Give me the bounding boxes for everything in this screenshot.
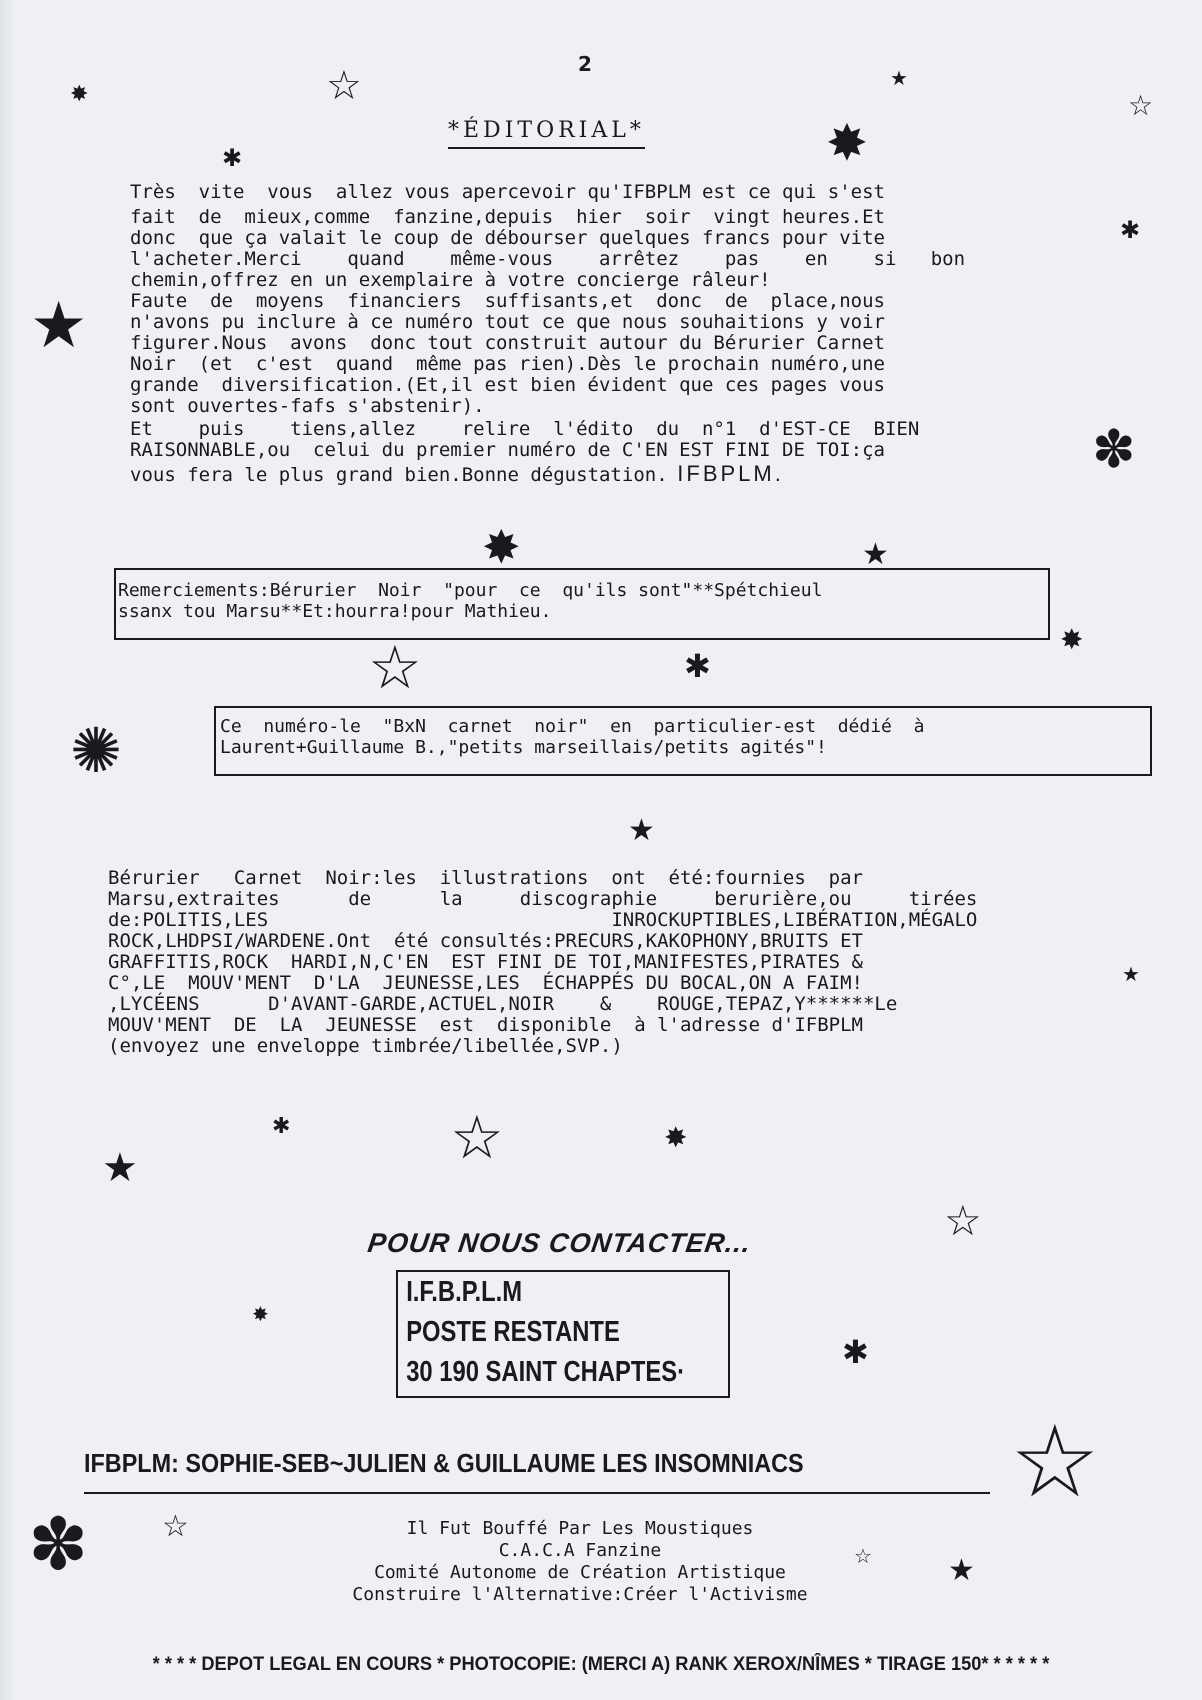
credits-block	[108, 868, 1068, 1057]
footer-line: Construire l'Alternative:Créer l'Activisme	[352, 1584, 808, 1605]
page-edge-shadow	[0, 0, 16, 1700]
editorial-line: vous fera le plus grand bien.Bonne dégustation.	[130, 464, 668, 486]
dedication-line: Ce numéro-le "BxN carnet noir" en particulier-est dédié à	[220, 716, 925, 737]
editorial-last-line	[130, 461, 1070, 487]
footer-block	[200, 1518, 960, 1606]
credits-line: Bérurier Carnet Noir:les illustrations ont été:fournies par	[108, 867, 863, 889]
asterisk-icon: ✱	[1120, 216, 1141, 244]
contact-line: 30 190 SAINT CHAPTES·	[406, 1356, 686, 1388]
asterisk-icon: ✱	[842, 1333, 869, 1371]
footer-line: Il Fut Bouffé Par Les Moustiques	[406, 1518, 754, 1539]
team-underline	[84, 1492, 990, 1494]
outline-star-icon: ☆	[1010, 1403, 1100, 1520]
footer-line: C.A.C.A Fanzine	[498, 1540, 662, 1561]
credits-line: GRAFFITIS,ROCK HARDI,N,C'EN EST FINI DE TOI,MANIFESTES,PIRATES &	[108, 951, 863, 973]
editorial-line: RAISONNABLE,ou celui du premier numéro de C'EN EST FINI DE TOI:ça	[130, 439, 885, 461]
outline-star-icon: ☆	[1128, 89, 1154, 122]
contact-line: POSTE RESTANTE	[406, 1316, 620, 1348]
credits-line: de:POLITIS,LES INROCKUPTIBLES,LIBÉRATION,MÉGALO	[108, 909, 978, 931]
star-icon: ★	[628, 813, 655, 848]
editorial-line: n'avons pu inclure à ce numéro tout ce que nous souhaitions y voir	[130, 311, 885, 333]
star-icon: ★	[30, 289, 88, 363]
star-icon: ★	[1122, 962, 1140, 986]
asterisk-icon: ✸	[1060, 623, 1084, 656]
contact-line: I.F.B.P.L.M	[406, 1276, 523, 1308]
editorial-line: chemin,offrez en un exemplaire à votre concierge râleur!	[130, 269, 771, 291]
outline-star-icon: ☆	[854, 1544, 872, 1568]
outline-star-icon: ☆	[326, 63, 362, 109]
asterisk-icon: ✸	[70, 82, 89, 107]
editorial-signature: IFBPLM.	[677, 461, 784, 486]
outline-star-icon: ☆	[368, 633, 422, 703]
editorial-line: l'acheter.Merci quand même-vous arrêtez pas en si bon	[130, 248, 966, 270]
credits-line: ROCK,LHDPSI/WARDENE.Ont été consultés:PRECURS,KAKOPHONY,BRUITS ET	[108, 930, 863, 952]
asterisk-icon: ✸	[252, 1302, 269, 1326]
flower-asterisk-icon: ✽	[1092, 420, 1136, 480]
asterisk-icon: ✸	[664, 1121, 688, 1154]
asterisk-icon: ✱	[684, 647, 711, 685]
editorial-line: fait de mieux,comme fanzine,depuis hier soir vingt heures.Et	[130, 206, 885, 228]
thanks-box	[114, 568, 1050, 640]
credits-line: MOUV'MENT DE LA JEUNESSE est disponible à l'adresse d'IFBPLM	[108, 1014, 863, 1036]
asterisk-icon: ✱	[272, 1114, 291, 1139]
editorial-body	[130, 182, 1070, 487]
dedication-line: Laurent+Guillaume B.,"petits marseillais/petits agités"!	[220, 737, 827, 758]
editorial-line: sont ouvertes-fafs s'abstenir).	[130, 395, 485, 417]
credits-line: Marsu,extraites de la discographie berurière,ou tirées	[108, 888, 978, 910]
star-icon: ★	[948, 1553, 975, 1588]
credits-line: C°,LE MOUV'MENT D'LA JEUNESSE,LES ÉCHAPPÉS DU BOCAL,ON A FAIM!	[108, 972, 863, 994]
footer-line: Comité Autonome de Création Artistique	[374, 1562, 786, 1583]
credits-line: ,LYCÉENS D'AVANT-GARDE,ACTUEL,NOIR & ROUGE,TEPAZ,Y******Le	[108, 993, 898, 1015]
outline-star-icon: ☆	[944, 1196, 982, 1245]
thanks-line: ssanx tou Marsu**Et:hourra!pour Mathieu.	[118, 601, 552, 622]
star-icon: ★	[862, 537, 889, 572]
thanks-line: Remerciements:Bérurier Noir "pour ce qu'ils sont"**Spétchieul	[118, 580, 823, 601]
star-icon: ★	[102, 1145, 138, 1191]
flower-asterisk-icon: ✽	[28, 1502, 89, 1586]
editorial-title: *ÉDITORIAL*	[448, 118, 645, 149]
asterisk-icon: ✸	[826, 114, 868, 172]
editorial-line: Très vite vous allez vous apercevoir qu'IFBPLM est ce qui s'est	[130, 181, 885, 203]
asterisk-icon: ✸	[482, 520, 521, 574]
editorial-line: figurer.Nous avons donc tout construit autour du Bérurier Carnet	[130, 332, 885, 354]
contact-heading: POUR NOUS CONTACTER...	[365, 1228, 754, 1258]
editorial-line: grande diversification.(Et,il est bien évident que ces pages vous	[130, 374, 885, 396]
team-line: IFBPLM: SOPHIE-SEB~JULIEN & GUILLAUME LES INSOMNIACS	[84, 1448, 804, 1478]
contact-address-box	[396, 1270, 730, 1398]
dedication-box	[214, 706, 1152, 776]
editorial-line: Noir (et c'est quand même pas rien).Dès le prochain numéro,une	[130, 353, 885, 375]
asterisk-icon: ✱	[222, 144, 243, 172]
star-icon: ★	[890, 66, 908, 90]
editorial-line: Et puis tiens,allez relire l'édito du n°1 d'EST-CE BIEN	[130, 418, 920, 440]
outline-star-icon: ☆	[162, 1509, 189, 1544]
page-number: 2	[578, 52, 592, 76]
flower-asterisk-icon: ✺	[70, 714, 122, 787]
legal-footer-line: * * * * DEPOT LEGAL EN COURS * PHOTOCOPIE: (MERCI A) RANK XEROX/NÎMES * TIRAGE 150* * * * * *	[152, 1654, 1050, 1675]
outline-star-icon: ☆	[450, 1103, 504, 1173]
credits-line: (envoyez une enveloppe timbrée/libellée,SVP.)	[108, 1035, 623, 1057]
editorial-line: donc que ça valait le coup de débourser quelques francs pour vite	[130, 227, 885, 249]
editorial-line: Faute de moyens financiers suffisants,et donc de place,nous	[130, 290, 885, 312]
